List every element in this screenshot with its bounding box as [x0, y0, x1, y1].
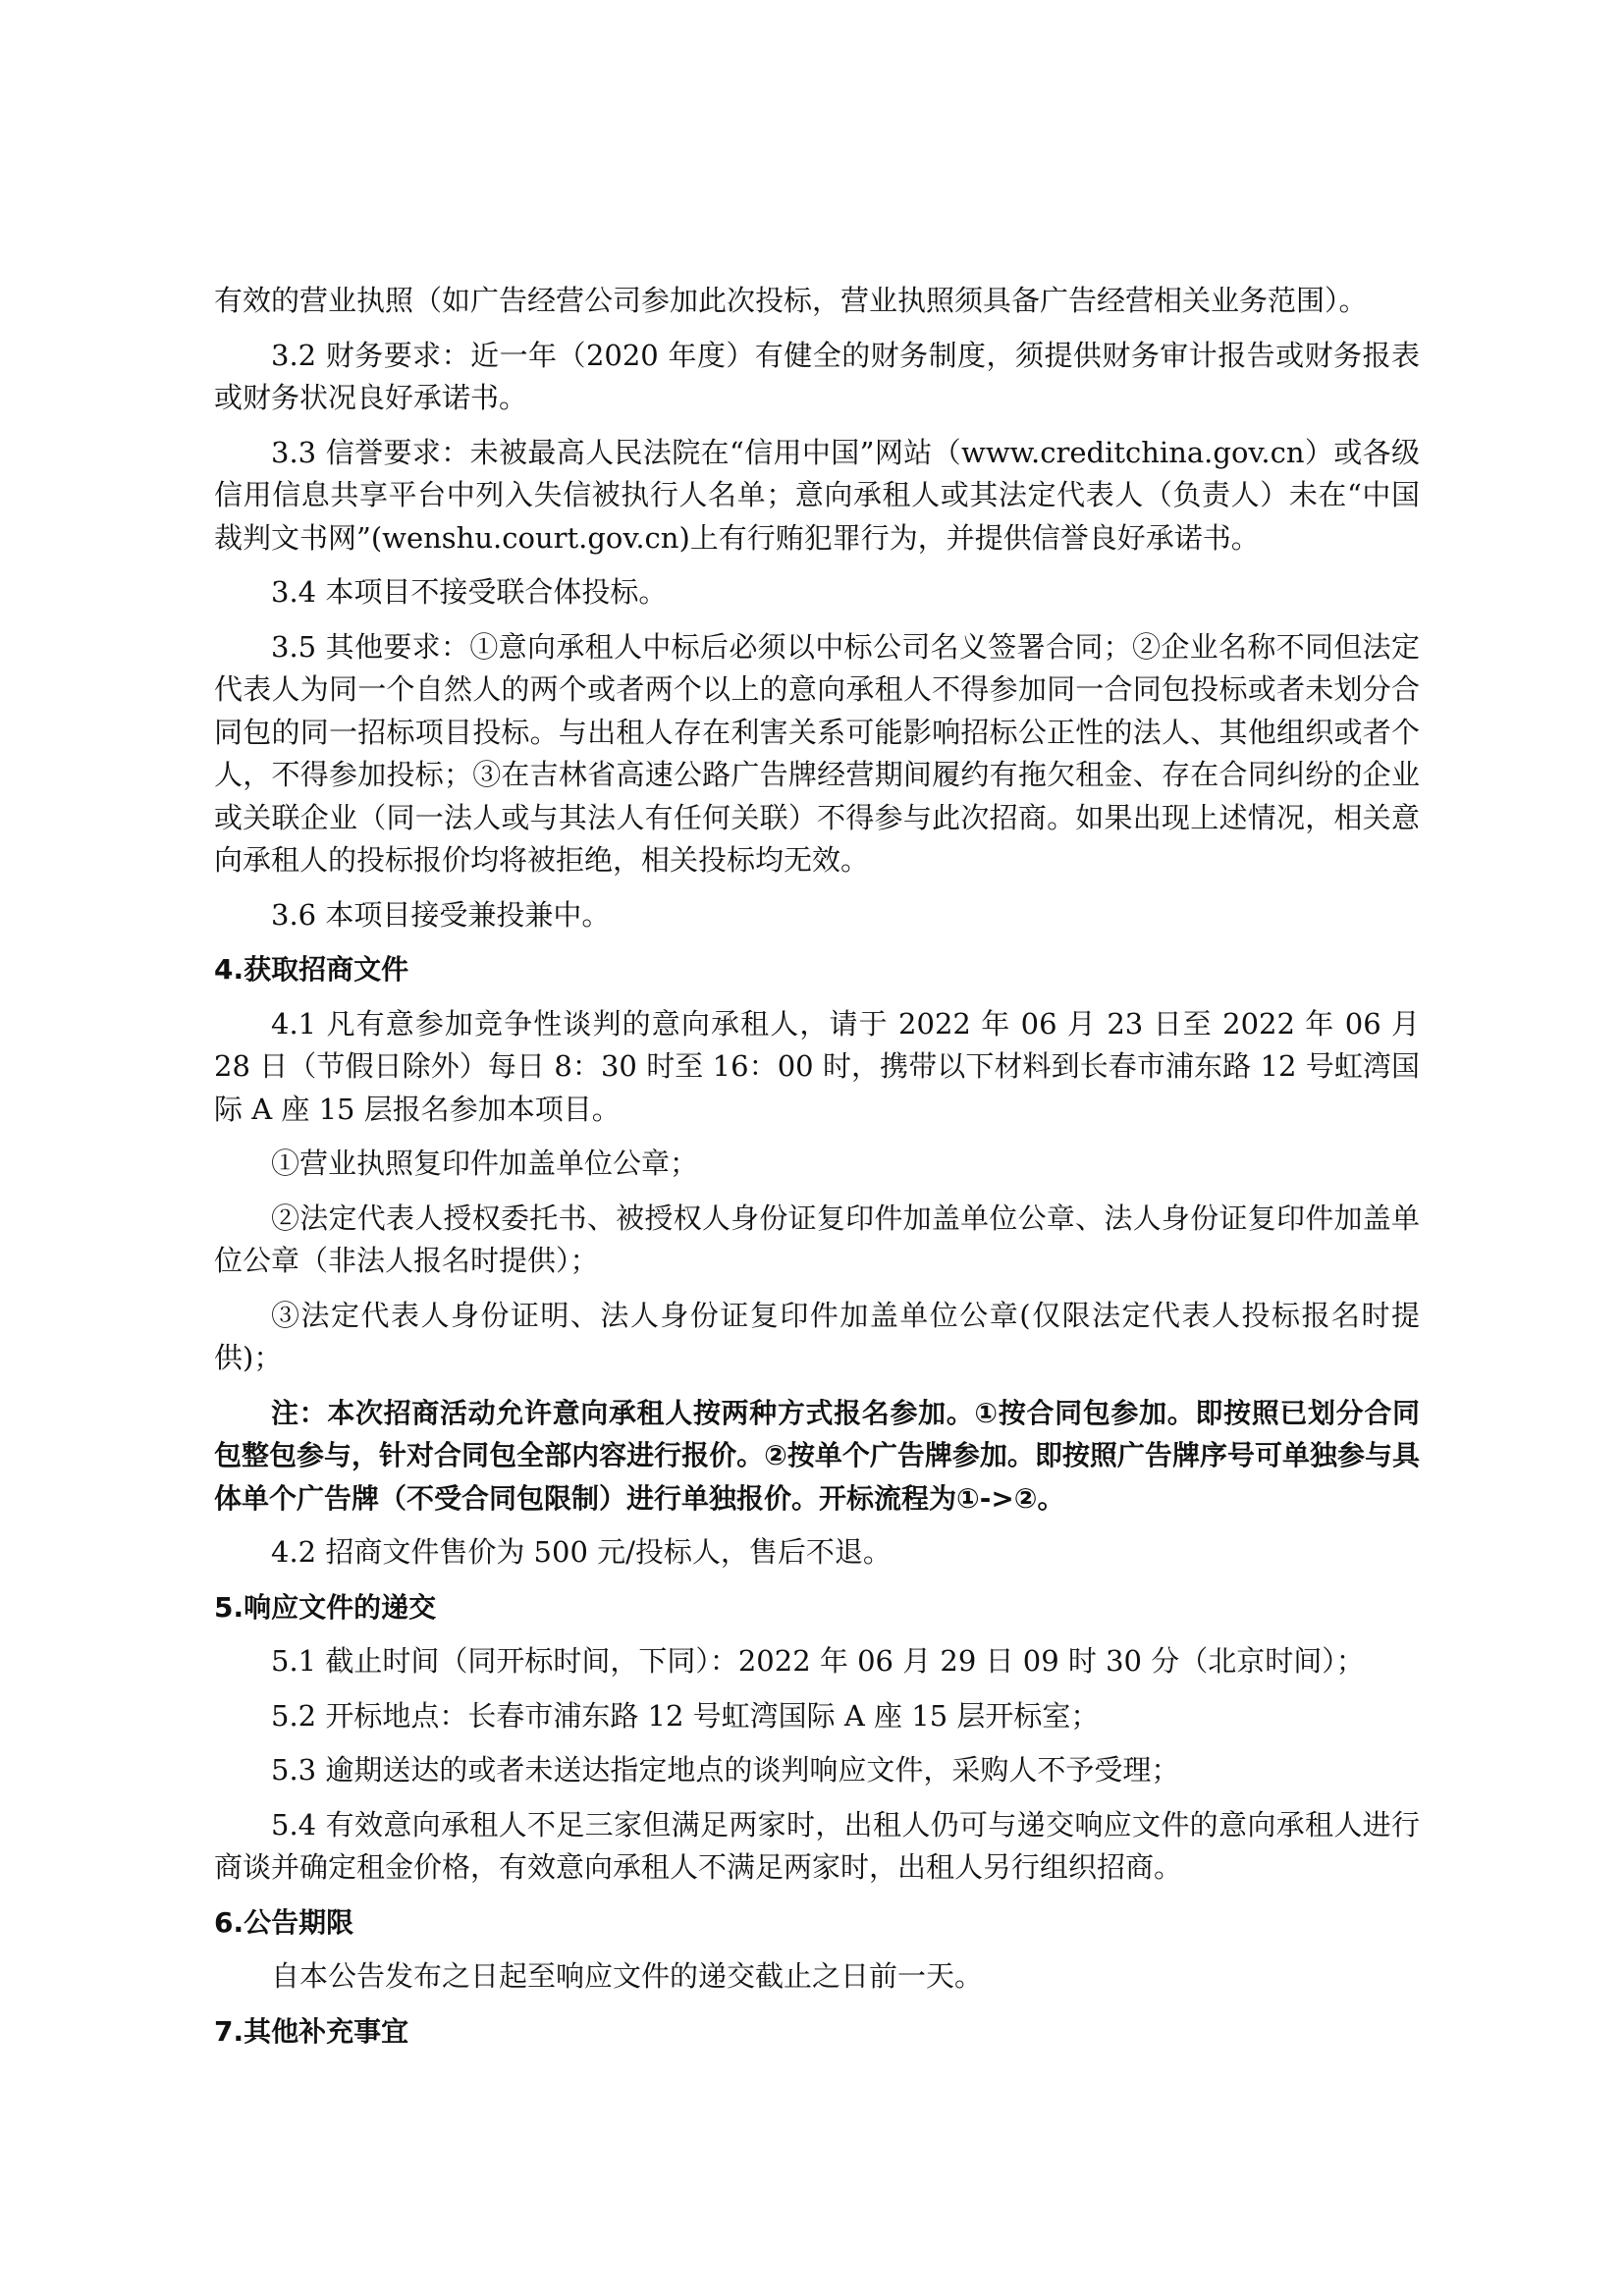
section-heading-7: 7.其他补充事宜 [214, 2014, 409, 2048]
paragraph-5-2-location: 5.2 开标地点：长春市浦东路 12 号虹湾国际 A 座 15 层开标室； [271, 1698, 1100, 1733]
list-item-legal-rep-id: ③法定代表人身份证明、法人身份证复印件加盖单位公章(仅限法定代表人投标报名时提供)； [214, 1298, 1420, 1374]
paragraph-3-3-credit: 3.3 信誉要求：未被最高人民法院在“信用中国”网站（www.creditchina.gov.cn）或各级信用信息共享平台中列入失信被执行人名单；意向承租人或其法定代表人（负责人）未在“中国裁判文书网”(wenshu.court.gov.cn)上有行贿犯罪行为，并提供信誉良好承诺书。 [214, 435, 1420, 555]
paragraph-4-2-price: 4.2 招商文件售价为 500 元/投标人，售后不退。 [271, 1535, 892, 1569]
section-heading-5: 5.响应文件的递交 [214, 1590, 437, 1624]
section-heading-6: 6.公告期限 [214, 1905, 354, 1939]
paragraph-5-1-deadline: 5.1 截止时间（同开标时间，下同）：2022 年 06 月 29 日 09 时 30 分（北京时间）； [271, 1644, 1365, 1678]
note-registration-methods: 注：本次招商活动允许意向承租人按两种方式报名参加。①按合同包参加。即按照已划分合同包整包参与，针对合同包全部内容进行报价。②按单个广告牌参加。即按照广告牌序号可单独参与具体单个广告牌（不受合同包限制）进行单独报价。开标流程为①->②。 [214, 1396, 1420, 1515]
paragraph-3-4-consortium: 3.4 本项目不接受联合体投标。 [271, 575, 668, 609]
document-page [214, 280, 1420, 2053]
paragraph-3-2-financial: 3.2 财务要求：近一年（2020 年度）有健全的财务制度，须提供财务审计报告或财务报表或财务状况良好承诺书。 [214, 338, 1420, 414]
paragraph-5-4-valid-bidders: 5.4 有效意向承租人不足三家但满足两家时，出租人仍可与递交响应文件的意向承租人进行商谈并确定租金价格，有效意向承租人不满足两家时，出租人另行组织招商。 [214, 1807, 1420, 1884]
section-heading-4: 4.获取招商文件 [214, 953, 409, 986]
paragraph-4-1-registration: 4.1 凡有意参加竞争性谈判的意向承租人，请于 2022 年 06 月 23 日至 2022 年 06 月 28 日（节假日除外）每日 8：30 时至 16：00 时，携带以下材料到长春市浦东路 12 号虹湾国际 A 座 15 层报名参加本项目。 [214, 1006, 1420, 1126]
paragraph-5-3-late: 5.3 逾期送达的或者未送达指定地点的谈判响应文件，采购人不予受理； [271, 1753, 1180, 1787]
paragraph-3-6-multi-bid: 3.6 本项目接受兼投兼中。 [271, 897, 611, 932]
list-item-authorization: ②法定代表人授权委托书、被授权人身份证复印件加盖单位公章、法人身份证复印件加盖单位公章（非法人报名时提供）； [214, 1201, 1420, 1277]
paragraph-business-license: 有效的营业执照（如广告经营公司参加此次投标，营业执照须具备广告经营相关业务范围）。 [214, 284, 1368, 317]
paragraph-announcement-period: 自本公告发布之日起至响应文件的递交截止之日前一天。 [271, 1959, 984, 1993]
paragraph-3-5-other: 3.5 其他要求：①意向承租人中标后必须以中标公司名义签署合同；②企业名称不同但法定代表人为同一个自然人的两个或者两个以上的意向承租人不得参加同一合同包投标或者未划分合同包的同一招标项目投标。与出租人存在利害关系可能影响招标公正性的法人、其他组织或者个人，不得参加投标；③在吉林省高速公路广告牌经营期间履约有拖欠租金、存在合同纠纷的企业或关联企业（同一法人或与其法人有任何关联）不得参与此次招商。如果出现上述情况，相关意向承租人的投标报价均将被拒绝，相关投标均无效。 [214, 629, 1420, 877]
list-item-license-copy: ①营业执照复印件加盖单位公章； [271, 1147, 699, 1180]
